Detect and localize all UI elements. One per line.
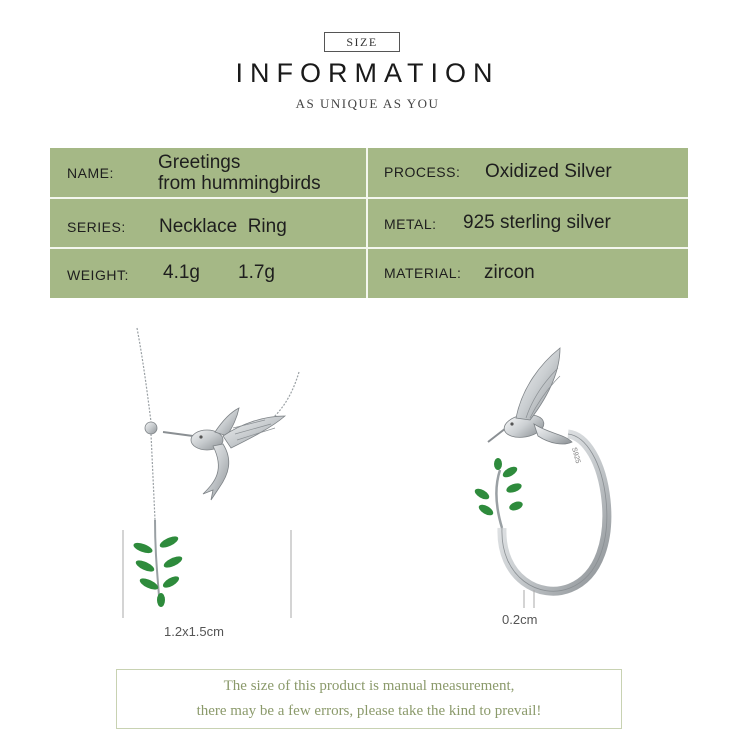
ring-image bbox=[460, 338, 620, 608]
size-tag: SIZE bbox=[324, 32, 400, 52]
necklace-dimension-bracket bbox=[123, 530, 291, 618]
ring-leaf-sprig bbox=[473, 458, 524, 528]
hummingbird-pendant bbox=[163, 408, 285, 500]
name-value-line1: Greetings bbox=[158, 152, 241, 173]
process-label: PROCESS: bbox=[384, 164, 461, 180]
right-chain bbox=[273, 372, 299, 418]
necklace-dimension: 1.2x1.5cm bbox=[164, 624, 224, 639]
ring-band bbox=[502, 434, 607, 591]
weight-value-necklace: 4.1g bbox=[163, 262, 200, 283]
ring-dimension: 0.2cm bbox=[502, 612, 538, 627]
leaf-sprig bbox=[132, 520, 184, 607]
material-label: MATERIAL: bbox=[384, 265, 462, 281]
drop-chain bbox=[151, 434, 155, 520]
process-value: Oxidized Silver bbox=[485, 161, 612, 182]
weight-label: WEIGHT: bbox=[67, 267, 129, 283]
metal-value: 925 sterling silver bbox=[463, 212, 611, 233]
table-column-divider bbox=[366, 148, 368, 298]
name-value bbox=[158, 152, 321, 194]
ring-hummingbird bbox=[488, 348, 572, 444]
info-title: INFORMATION bbox=[235, 58, 500, 88]
weight-value-ring: 1.7g bbox=[238, 262, 275, 283]
notice-line-1: The size of this product is manual measurement, bbox=[223, 678, 515, 694]
name-label: NAME: bbox=[67, 165, 114, 181]
bead bbox=[145, 422, 157, 434]
necklace-image bbox=[115, 320, 315, 620]
notice-line-2: there may be a few errors, please take the kind to prevail! bbox=[196, 703, 542, 719]
spec-table bbox=[50, 148, 688, 298]
name-value-line2: from hummingbirds bbox=[158, 173, 321, 194]
table-divider bbox=[50, 247, 688, 249]
table-divider bbox=[50, 197, 688, 199]
ring-stamp: S925 bbox=[570, 446, 582, 465]
info-subtitle: AS UNIQUE AS YOU bbox=[295, 96, 440, 111]
metal-label: METAL: bbox=[384, 216, 437, 232]
series-value: Necklace Ring bbox=[159, 216, 287, 237]
left-chain bbox=[137, 328, 151, 422]
ring-thickness-marker bbox=[524, 590, 534, 608]
series-label: SERIES: bbox=[67, 219, 126, 235]
material-value: zircon bbox=[484, 262, 535, 283]
measurement-notice bbox=[116, 669, 622, 729]
